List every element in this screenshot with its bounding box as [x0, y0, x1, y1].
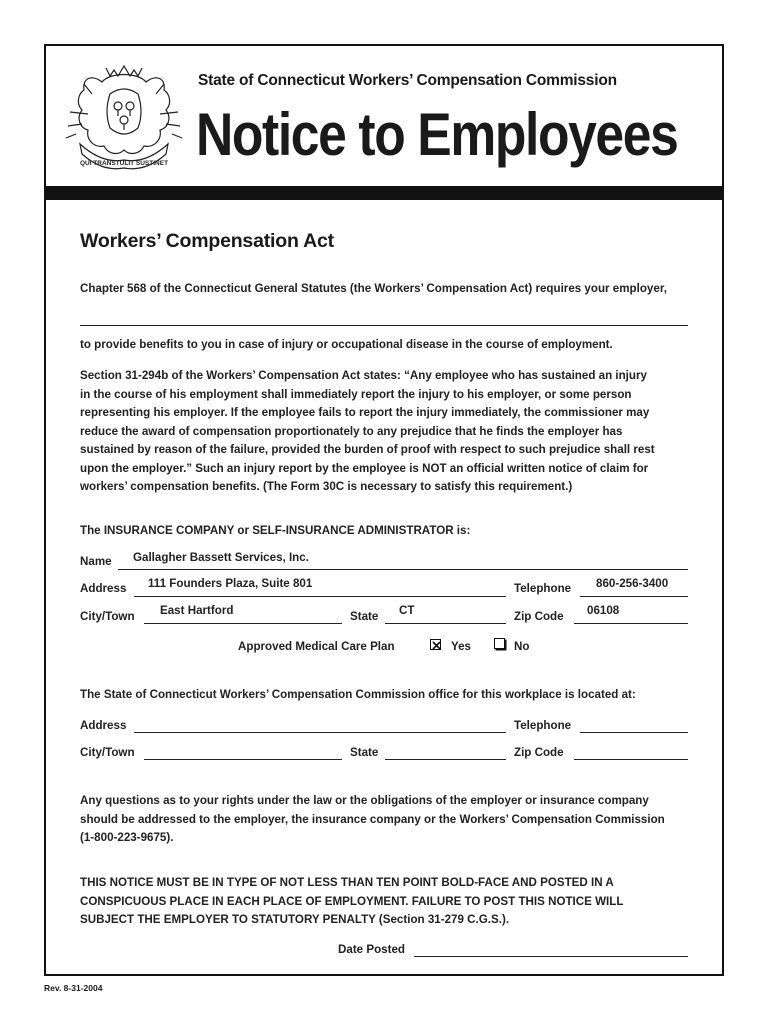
office-address-label: Address [80, 719, 127, 732]
insurer-telephone-label: Telephone [514, 582, 572, 595]
insurer-heading: The INSURANCE COMPANY or SELF-INSURANCE ADMINISTRATOR is: [80, 524, 471, 537]
insurer-city-label: City/Town [80, 610, 135, 623]
questions-text [80, 792, 690, 848]
seal-motto: QUI TRANSTULIT SUSTINET [79, 160, 169, 167]
questions-line: should be addressed to the employer, the insurance company or the Workers’ Compensation Commission [80, 812, 665, 826]
plan-no-checkbox[interactable] [494, 638, 505, 649]
insurer-address-label: Address [80, 582, 127, 595]
posting-notice [80, 874, 690, 930]
questions-line: (1-800-223-9675). [80, 831, 174, 844]
header-divider-bar [44, 186, 724, 200]
office-heading: The State of Connecticut Workers’ Compensation Commission office for this workplace is located at: [80, 688, 636, 701]
insurer-telephone-line [580, 596, 688, 597]
notice-line: CONSPICUOUS PLACE IN EACH PLACE OF EMPLOYMENT. FAILURE TO POST THIS NOTICE WILL [80, 894, 624, 908]
insurer-state-value[interactable]: CT [399, 604, 415, 617]
insurer-state-line [385, 623, 506, 624]
office-zip-label: Zip Code [514, 746, 564, 759]
checkbox-x-icon [431, 640, 442, 651]
connecticut-seal-icon [62, 64, 186, 176]
office-telephone-label: Telephone [514, 719, 572, 732]
insurer-name-value[interactable]: Gallagher Bassett Services, Inc. [133, 551, 309, 564]
plan-no-label: No [514, 640, 530, 653]
section-line: upon the employer.” Such an injury report by the employee is NOT an official written notice of claim for [80, 461, 649, 475]
section-line: reduce the award of compensation proportionately to any prejudice that he finds the employer has [80, 424, 623, 438]
act-intro: Chapter 568 of the Connecticut General Statutes (the Workers’ Compensation Act) requires your employer, [80, 282, 667, 295]
section-line: in the course of his employment shall immediately report the injury to his employer, or some person [80, 387, 632, 401]
section-line: Section 31-294b of the Workers’ Compensation Act states: “Any employee who has sustained an injury [80, 369, 647, 382]
date-posted-line [414, 956, 688, 957]
office-address-line [134, 732, 506, 733]
office-state-line [385, 759, 506, 760]
insurer-address-line [134, 596, 506, 597]
insurer-telephone-value[interactable]: 860-256-3400 [596, 577, 669, 590]
insurer-state-label: State [350, 610, 379, 623]
office-city-label: City/Town [80, 746, 135, 759]
plan-yes-checkbox[interactable] [430, 639, 441, 650]
office-city-line [144, 759, 342, 760]
notice-line: SUBJECT THE EMPLOYER TO STATUTORY PENALTY (Section 31-279 C.G.S.). [80, 913, 510, 926]
insurer-name-line [118, 569, 688, 570]
date-posted-label: Date Posted [338, 943, 406, 956]
medical-plan-label: Approved Medical Care Plan [238, 640, 395, 653]
insurer-name-label: Name [80, 555, 112, 568]
insurer-city-line [144, 623, 342, 624]
office-zip-line [574, 759, 688, 760]
page-title: Notice to Employees [196, 101, 678, 168]
section-31-294b-text [80, 367, 690, 497]
insurer-address-value[interactable]: 111 Founders Plaza, Suite 801 [148, 577, 313, 590]
insurer-zip-value[interactable]: 06108 [587, 604, 620, 617]
revision-date: Rev. 8-31-2004 [44, 983, 103, 993]
section-line: workers’ compensation benefits. (The Form 30C is necessary to satisfy this requirement.) [80, 480, 573, 493]
act-heading: Workers’ Compensation Act [80, 230, 334, 252]
insurer-zip-line [574, 623, 688, 624]
insurer-zip-label: Zip Code [514, 610, 564, 623]
notice-line: THIS NOTICE MUST BE IN TYPE OF NOT LESS THAN TEN POINT BOLD-FACE AND POSTED IN A [80, 876, 614, 889]
agency-name: State of Connecticut Workers’ Compensation Commission [198, 72, 617, 89]
section-line: sustained by reason of the failure, provided the burden of proof with respect to such prejudice shall rest [80, 443, 655, 456]
questions-line: Any questions as to your rights under the law or the obligations of the employer or insurance company [80, 794, 649, 807]
employer-name-line[interactable] [80, 325, 688, 326]
section-line: representing his employer. If the employee fails to report the injury immediately, the commissioner may [80, 406, 650, 419]
plan-yes-label: Yes [451, 640, 471, 653]
office-state-label: State [350, 746, 379, 759]
office-telephone-line [580, 732, 688, 733]
act-intro-continued: to provide benefits to you in case of injury or occupational disease in the course of employment. [80, 338, 613, 351]
insurer-city-value[interactable]: East Hartford [160, 604, 234, 617]
